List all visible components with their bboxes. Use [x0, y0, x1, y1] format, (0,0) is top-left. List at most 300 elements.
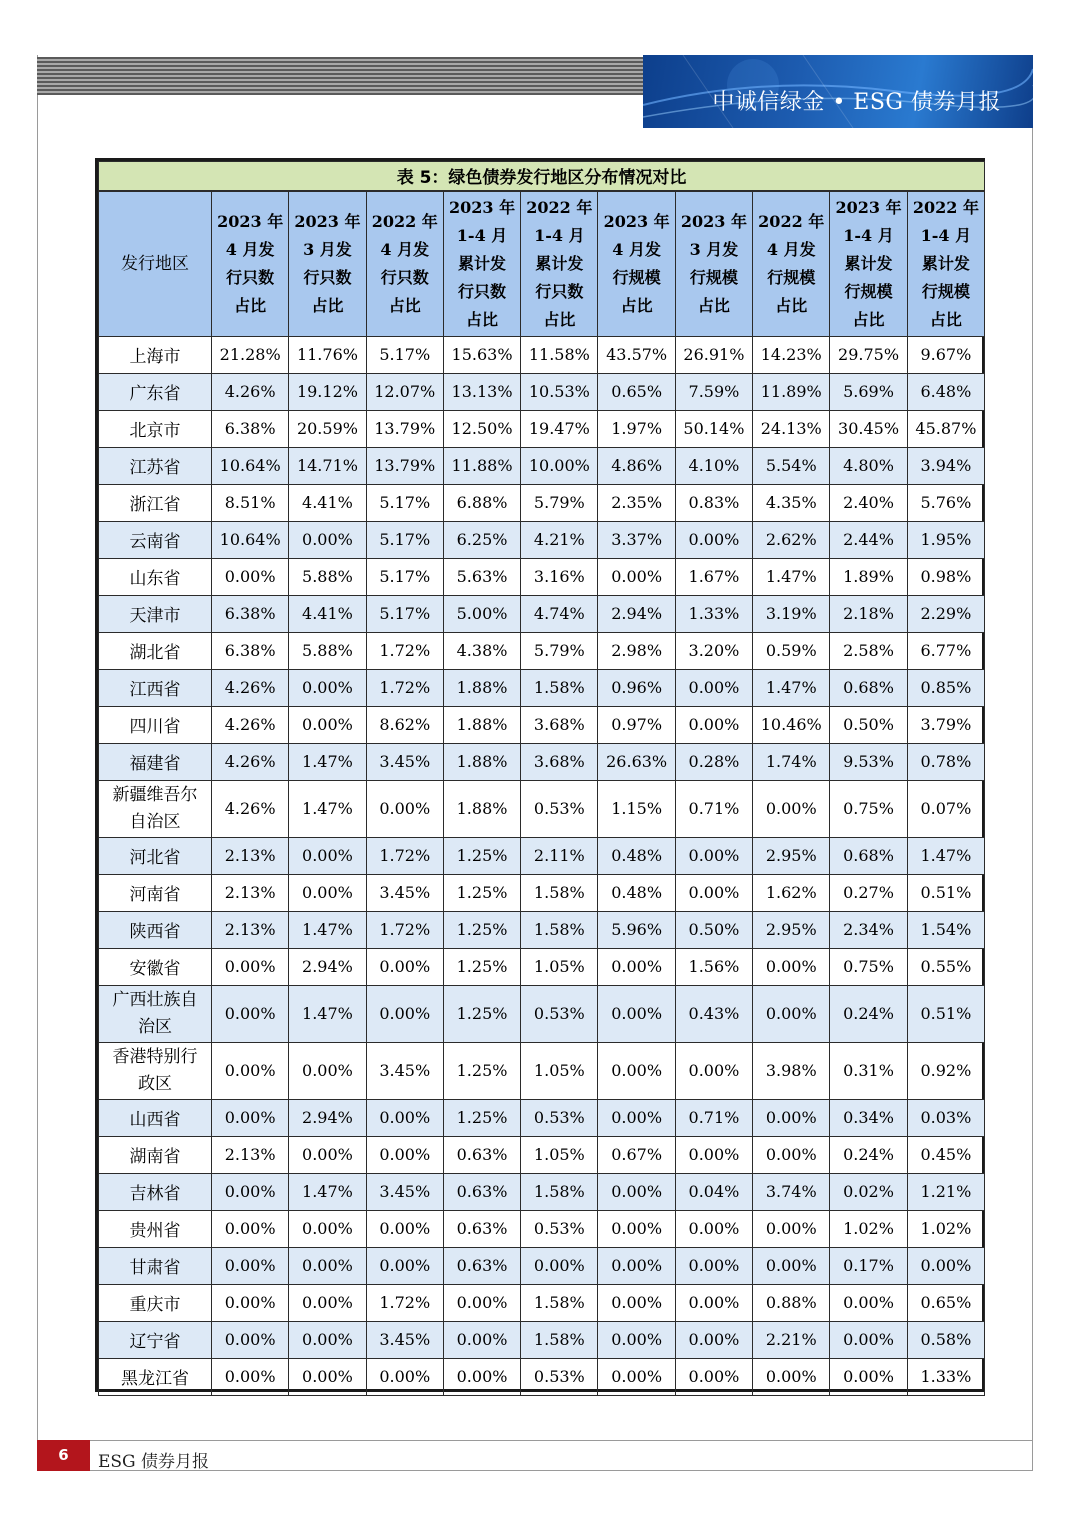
value-cell: 6.77%: [907, 632, 984, 669]
region-cell: [99, 447, 212, 484]
value-cell: 0.45%: [907, 1136, 984, 1173]
region-name-line: 治区: [138, 1016, 172, 1037]
value-cell: 2.95%: [753, 911, 830, 948]
region-name-line: 福建省: [129, 754, 181, 774]
value-cell: 0.00%: [598, 1042, 675, 1099]
region-cell: [99, 948, 212, 985]
value-cell: 0.65%: [907, 1284, 984, 1321]
value-cell: 0.00%: [366, 948, 443, 985]
value-cell: 0.00%: [675, 1358, 752, 1395]
value-cell: 1.25%: [443, 948, 520, 985]
banner-title: 中诚信绿金 • ESG 债券月报: [712, 90, 1001, 115]
value-cell: 4.26%: [212, 669, 289, 706]
table-row: [99, 985, 985, 1042]
value-cell: 0.24%: [830, 1136, 907, 1173]
value-cell: 10.64%: [212, 521, 289, 558]
column-header-line: 1-4 月: [456, 225, 508, 245]
value-cell: 2.18%: [830, 595, 907, 632]
value-cell: 1.72%: [366, 837, 443, 874]
region-name-line: 山东省: [129, 569, 181, 589]
region-cell: [99, 743, 212, 780]
value-cell: 0.59%: [753, 632, 830, 669]
value-cell: 1.47%: [753, 669, 830, 706]
region-name-line: 甘肃省: [129, 1258, 181, 1278]
table-caption-row: [99, 162, 985, 191]
value-cell: 1.72%: [366, 911, 443, 948]
value-cell: 5.88%: [289, 632, 366, 669]
value-cell: 0.50%: [830, 706, 907, 743]
value-cell: 3.45%: [366, 874, 443, 911]
value-cell: 1.88%: [443, 669, 520, 706]
value-cell: 2.35%: [598, 484, 675, 521]
value-cell: 0.03%: [907, 1099, 984, 1136]
value-cell: 0.71%: [675, 1099, 752, 1136]
value-cell: 0.68%: [830, 669, 907, 706]
value-cell: 10.53%: [521, 373, 598, 410]
value-cell: 0.17%: [830, 1247, 907, 1284]
column-header-line: 2023 年: [448, 197, 516, 217]
column-header-line: 占比: [775, 295, 808, 315]
region-cell: [99, 1136, 212, 1173]
value-cell: 5.17%: [366, 521, 443, 558]
value-cell: 9.53%: [830, 743, 907, 780]
value-cell: 8.51%: [212, 484, 289, 521]
value-cell: 0.02%: [830, 1173, 907, 1210]
value-cell: 4.41%: [289, 484, 366, 521]
table-row: [99, 1284, 985, 1321]
value-cell: 0.00%: [753, 985, 830, 1042]
value-cell: 0.00%: [289, 706, 366, 743]
column-header: [521, 191, 598, 337]
value-cell: 0.28%: [675, 743, 752, 780]
value-cell: 0.00%: [212, 558, 289, 595]
value-cell: 5.79%: [521, 484, 598, 521]
value-cell: 0.00%: [675, 874, 752, 911]
column-header-line: 2023 年: [294, 211, 361, 231]
value-cell: 5.17%: [366, 484, 443, 521]
column-header-line: 4 月发: [766, 239, 816, 259]
value-cell: 0.00%: [598, 1284, 675, 1321]
value-cell: 0.00%: [521, 1247, 598, 1284]
value-cell: 0.00%: [289, 1042, 366, 1099]
value-cell: 0.07%: [907, 780, 984, 837]
value-cell: 26.63%: [598, 743, 675, 780]
value-cell: 1.47%: [289, 911, 366, 948]
column-header-line: 累计发: [458, 253, 507, 273]
value-cell: 0.65%: [598, 373, 675, 410]
column-header-line: 2023 年: [603, 211, 670, 231]
header-stripes: [37, 57, 643, 95]
value-cell: 6.38%: [212, 595, 289, 632]
value-cell: 0.00%: [366, 1247, 443, 1284]
value-cell: 4.26%: [212, 780, 289, 837]
value-cell: 1.25%: [443, 1099, 520, 1136]
column-header-line: 行只数: [303, 267, 352, 287]
value-cell: 3.68%: [521, 743, 598, 780]
value-cell: 3.19%: [753, 595, 830, 632]
column-header-line: 占比: [620, 295, 653, 315]
region-name-line: 浙江省: [129, 495, 181, 515]
region-name-line: 湖南省: [129, 1147, 181, 1167]
value-cell: 0.00%: [753, 1099, 830, 1136]
value-cell: 0.24%: [830, 985, 907, 1042]
value-cell: 1.25%: [443, 837, 520, 874]
value-cell: 30.45%: [830, 410, 907, 447]
value-cell: 5.79%: [521, 632, 598, 669]
value-cell: 1.97%: [598, 410, 675, 447]
value-cell: 0.63%: [443, 1136, 520, 1173]
value-cell: 0.00%: [598, 985, 675, 1042]
value-cell: 1.89%: [830, 558, 907, 595]
table-row: [99, 669, 985, 706]
region-cell: [99, 1321, 212, 1358]
value-cell: 0.27%: [830, 874, 907, 911]
value-cell: 0.97%: [598, 706, 675, 743]
value-cell: 2.11%: [521, 837, 598, 874]
value-cell: 1.21%: [907, 1173, 984, 1210]
column-header: [443, 191, 520, 337]
value-cell: 0.00%: [753, 1358, 830, 1395]
value-cell: 7.59%: [675, 373, 752, 410]
value-cell: 0.96%: [598, 669, 675, 706]
value-cell: 5.00%: [443, 595, 520, 632]
value-cell: 0.00%: [753, 1247, 830, 1284]
region-cell: [99, 1099, 212, 1136]
value-cell: 10.00%: [521, 447, 598, 484]
value-cell: 6.48%: [907, 373, 984, 410]
column-header-line: 占比: [388, 295, 421, 315]
region-name-line: 香港特别行: [112, 1046, 198, 1067]
value-cell: 1.05%: [521, 1042, 598, 1099]
value-cell: 1.25%: [443, 1042, 520, 1099]
value-cell: 3.20%: [675, 632, 752, 669]
value-cell: 5.88%: [289, 558, 366, 595]
value-cell: 0.00%: [366, 985, 443, 1042]
value-cell: 5.63%: [443, 558, 520, 595]
value-cell: 0.00%: [675, 1284, 752, 1321]
value-cell: 1.62%: [753, 874, 830, 911]
value-cell: 4.86%: [598, 447, 675, 484]
value-cell: 5.96%: [598, 911, 675, 948]
value-cell: 1.25%: [443, 874, 520, 911]
value-cell: 11.88%: [443, 447, 520, 484]
value-cell: 0.00%: [675, 669, 752, 706]
value-cell: 0.00%: [289, 1136, 366, 1173]
value-cell: 6.88%: [443, 484, 520, 521]
table-row: [99, 948, 985, 985]
column-header-line: 占比: [697, 295, 730, 315]
region-cell: [99, 410, 212, 447]
column-header: [212, 191, 289, 337]
column-header-line: 行规模: [689, 267, 738, 287]
region-name-line: 云南省: [129, 532, 181, 552]
region-cell: [99, 1173, 212, 1210]
value-cell: 1.47%: [289, 1173, 366, 1210]
column-header-line: 1-4 月: [920, 225, 972, 245]
region-cell: [99, 632, 212, 669]
footer-divider: [37, 1440, 1033, 1441]
region-cell: [99, 706, 212, 743]
table-row: [99, 558, 985, 595]
value-cell: 0.00%: [907, 1247, 984, 1284]
region-name-line: 黑龙江省: [121, 1369, 189, 1389]
value-cell: 2.21%: [753, 1321, 830, 1358]
value-cell: 0.53%: [521, 1210, 598, 1247]
table-row: [99, 780, 985, 837]
value-cell: 5.76%: [907, 484, 984, 521]
value-cell: 11.89%: [753, 373, 830, 410]
value-cell: 11.76%: [289, 336, 366, 373]
value-cell: 2.44%: [830, 521, 907, 558]
table-row: [99, 743, 985, 780]
value-cell: 0.00%: [366, 1210, 443, 1247]
value-cell: 1.58%: [521, 669, 598, 706]
table-row: [99, 1042, 985, 1099]
value-cell: 0.63%: [443, 1247, 520, 1284]
value-cell: 0.00%: [753, 948, 830, 985]
column-header-line: 占比: [234, 295, 267, 315]
value-cell: 0.67%: [598, 1136, 675, 1173]
value-cell: 12.07%: [366, 373, 443, 410]
column-header-line: 累计发: [921, 253, 970, 273]
value-cell: 0.00%: [830, 1321, 907, 1358]
table-row: [99, 447, 985, 484]
region-name-line: 四川省: [129, 717, 181, 737]
table-row: [99, 1173, 985, 1210]
region-cell: [99, 1358, 212, 1395]
region-name-line: 重庆市: [129, 1295, 181, 1315]
value-cell: 0.00%: [212, 1042, 289, 1099]
value-cell: 3.98%: [753, 1042, 830, 1099]
value-cell: 2.40%: [830, 484, 907, 521]
table-row: [99, 521, 985, 558]
table-row: [99, 1099, 985, 1136]
column-header-line: 行规模: [844, 281, 893, 301]
column-header-line: 行规模: [612, 267, 661, 287]
value-cell: 1.58%: [521, 1284, 598, 1321]
value-cell: 2.34%: [830, 911, 907, 948]
value-cell: 13.79%: [366, 410, 443, 447]
value-cell: 0.00%: [289, 874, 366, 911]
value-cell: 0.63%: [443, 1210, 520, 1247]
value-cell: 1.33%: [675, 595, 752, 632]
value-cell: 0.00%: [598, 1099, 675, 1136]
value-cell: 5.17%: [366, 336, 443, 373]
column-header-line: 2022 年: [371, 211, 438, 231]
column-header: [675, 191, 752, 337]
value-cell: 0.00%: [675, 521, 752, 558]
column-header: [830, 191, 907, 337]
region-cell: [99, 521, 212, 558]
region-name-line: 北京市: [129, 421, 181, 441]
value-cell: 0.85%: [907, 669, 984, 706]
value-cell: 0.00%: [366, 1136, 443, 1173]
value-cell: 0.00%: [443, 1284, 520, 1321]
table-row: [99, 336, 985, 373]
column-header-line: 行只数: [380, 267, 429, 287]
value-cell: 24.13%: [753, 410, 830, 447]
value-cell: 10.64%: [212, 447, 289, 484]
value-cell: 0.00%: [753, 780, 830, 837]
value-cell: 50.14%: [675, 410, 752, 447]
value-cell: 0.68%: [830, 837, 907, 874]
page-number: 6: [37, 1440, 90, 1471]
value-cell: 4.26%: [212, 706, 289, 743]
value-cell: 0.00%: [289, 1321, 366, 1358]
value-cell: 0.00%: [598, 948, 675, 985]
table-header-row: [99, 191, 985, 337]
value-cell: 0.53%: [521, 780, 598, 837]
column-header-line: 占比: [929, 309, 962, 329]
value-cell: 0.00%: [830, 1284, 907, 1321]
column-header-line: 2022 年: [526, 197, 593, 217]
value-cell: 5.17%: [366, 558, 443, 595]
footer-label: ESG 债券月报: [98, 1452, 210, 1472]
value-cell: 0.00%: [289, 1284, 366, 1321]
column-header-line: 2023 年: [217, 211, 284, 231]
value-cell: 0.00%: [753, 1136, 830, 1173]
value-cell: 9.67%: [907, 336, 984, 373]
value-cell: 1.47%: [753, 558, 830, 595]
value-cell: 3.94%: [907, 447, 984, 484]
region-name-line: 上海市: [129, 347, 181, 367]
value-cell: 0.00%: [289, 669, 366, 706]
value-cell: 0.00%: [212, 1284, 289, 1321]
value-cell: 0.00%: [598, 1321, 675, 1358]
value-cell: 0.00%: [366, 780, 443, 837]
value-cell: 2.13%: [212, 874, 289, 911]
value-cell: 1.72%: [366, 669, 443, 706]
value-cell: 4.35%: [753, 484, 830, 521]
value-cell: 0.98%: [907, 558, 984, 595]
value-cell: 1.05%: [521, 1136, 598, 1173]
region-name-line: 吉林省: [129, 1184, 181, 1204]
column-header-line: 2022 年: [758, 211, 825, 231]
value-cell: 3.45%: [366, 743, 443, 780]
value-cell: 1.88%: [443, 706, 520, 743]
value-cell: 14.23%: [753, 336, 830, 373]
table-row: [99, 1321, 985, 1358]
value-cell: 1.47%: [289, 743, 366, 780]
region-cell: [99, 336, 212, 373]
value-cell: 3.45%: [366, 1173, 443, 1210]
value-cell: 3.74%: [753, 1173, 830, 1210]
region-name-line: 安徽省: [129, 959, 181, 979]
value-cell: 0.50%: [675, 911, 752, 948]
value-cell: 0.75%: [830, 948, 907, 985]
value-cell: 0.48%: [598, 837, 675, 874]
value-cell: 0.48%: [598, 874, 675, 911]
value-cell: 0.34%: [830, 1099, 907, 1136]
value-cell: 6.38%: [212, 410, 289, 447]
table-row: [99, 706, 985, 743]
value-cell: 2.98%: [598, 632, 675, 669]
region-cell: [99, 874, 212, 911]
value-cell: 19.47%: [521, 410, 598, 447]
value-cell: 5.54%: [753, 447, 830, 484]
value-cell: 1.58%: [521, 874, 598, 911]
column-header-line: 行只数: [226, 267, 275, 287]
value-cell: 0.00%: [212, 948, 289, 985]
value-cell: 1.56%: [675, 948, 752, 985]
region-cell: [99, 558, 212, 595]
column-header-line: 占比: [543, 309, 576, 329]
table-row: [99, 373, 985, 410]
value-cell: 0.00%: [289, 1210, 366, 1247]
region-cell: [99, 484, 212, 521]
value-cell: 43.57%: [598, 336, 675, 373]
value-cell: 1.67%: [675, 558, 752, 595]
value-cell: 0.00%: [289, 521, 366, 558]
table-row: [99, 837, 985, 874]
value-cell: 13.13%: [443, 373, 520, 410]
value-cell: 0.00%: [598, 1247, 675, 1284]
value-cell: 0.71%: [675, 780, 752, 837]
value-cell: 4.38%: [443, 632, 520, 669]
column-header-line: 3 月发: [303, 239, 352, 259]
value-cell: 0.00%: [212, 1358, 289, 1395]
table-row: [99, 874, 985, 911]
column-header: [366, 191, 443, 337]
table-row: [99, 1210, 985, 1247]
value-cell: 5.69%: [830, 373, 907, 410]
column-header-line: 4 月发: [612, 239, 661, 259]
value-cell: 0.00%: [212, 1210, 289, 1247]
region-cell: [99, 1210, 212, 1247]
value-cell: 2.94%: [289, 948, 366, 985]
value-cell: 0.00%: [675, 1210, 752, 1247]
table-body: [99, 162, 985, 1396]
value-cell: 2.29%: [907, 595, 984, 632]
value-cell: 5.17%: [366, 595, 443, 632]
region-name-line: 辽宁省: [129, 1332, 181, 1352]
value-cell: 1.58%: [521, 911, 598, 948]
value-cell: 1.25%: [443, 911, 520, 948]
region-name-line: 山西省: [129, 1110, 181, 1130]
region-column-header: 发行地区: [99, 191, 212, 337]
value-cell: 15.63%: [443, 336, 520, 373]
column-header-line: 行规模: [921, 281, 970, 301]
column-header-line: 2023 年: [680, 211, 747, 231]
value-cell: 11.58%: [521, 336, 598, 373]
value-cell: 0.00%: [212, 985, 289, 1042]
value-cell: 4.41%: [289, 595, 366, 632]
value-cell: 1.72%: [366, 1284, 443, 1321]
value-cell: 2.13%: [212, 911, 289, 948]
value-cell: 1.72%: [366, 632, 443, 669]
region-name-line: 政区: [138, 1073, 172, 1094]
value-cell: 0.75%: [830, 780, 907, 837]
value-cell: 0.00%: [675, 1042, 752, 1099]
region-name-line: 江西省: [129, 680, 181, 700]
value-cell: 29.75%: [830, 336, 907, 373]
table-row: [99, 1358, 985, 1395]
value-cell: 0.00%: [830, 1358, 907, 1395]
value-cell: 21.28%: [212, 336, 289, 373]
region-name-line: 新疆维吾尔: [112, 784, 198, 805]
column-header-line: 2022 年: [912, 197, 979, 217]
value-cell: 0.00%: [675, 1321, 752, 1358]
value-cell: 2.94%: [598, 595, 675, 632]
region-name-line: 贵州省: [129, 1221, 181, 1241]
column-header-line: 行只数: [535, 281, 584, 301]
region-cell: [99, 780, 212, 837]
value-cell: 1.02%: [830, 1210, 907, 1247]
value-cell: 0.00%: [289, 837, 366, 874]
region-distribution-table: [95, 158, 985, 1392]
value-cell: 4.26%: [212, 373, 289, 410]
value-cell: 1.47%: [289, 780, 366, 837]
